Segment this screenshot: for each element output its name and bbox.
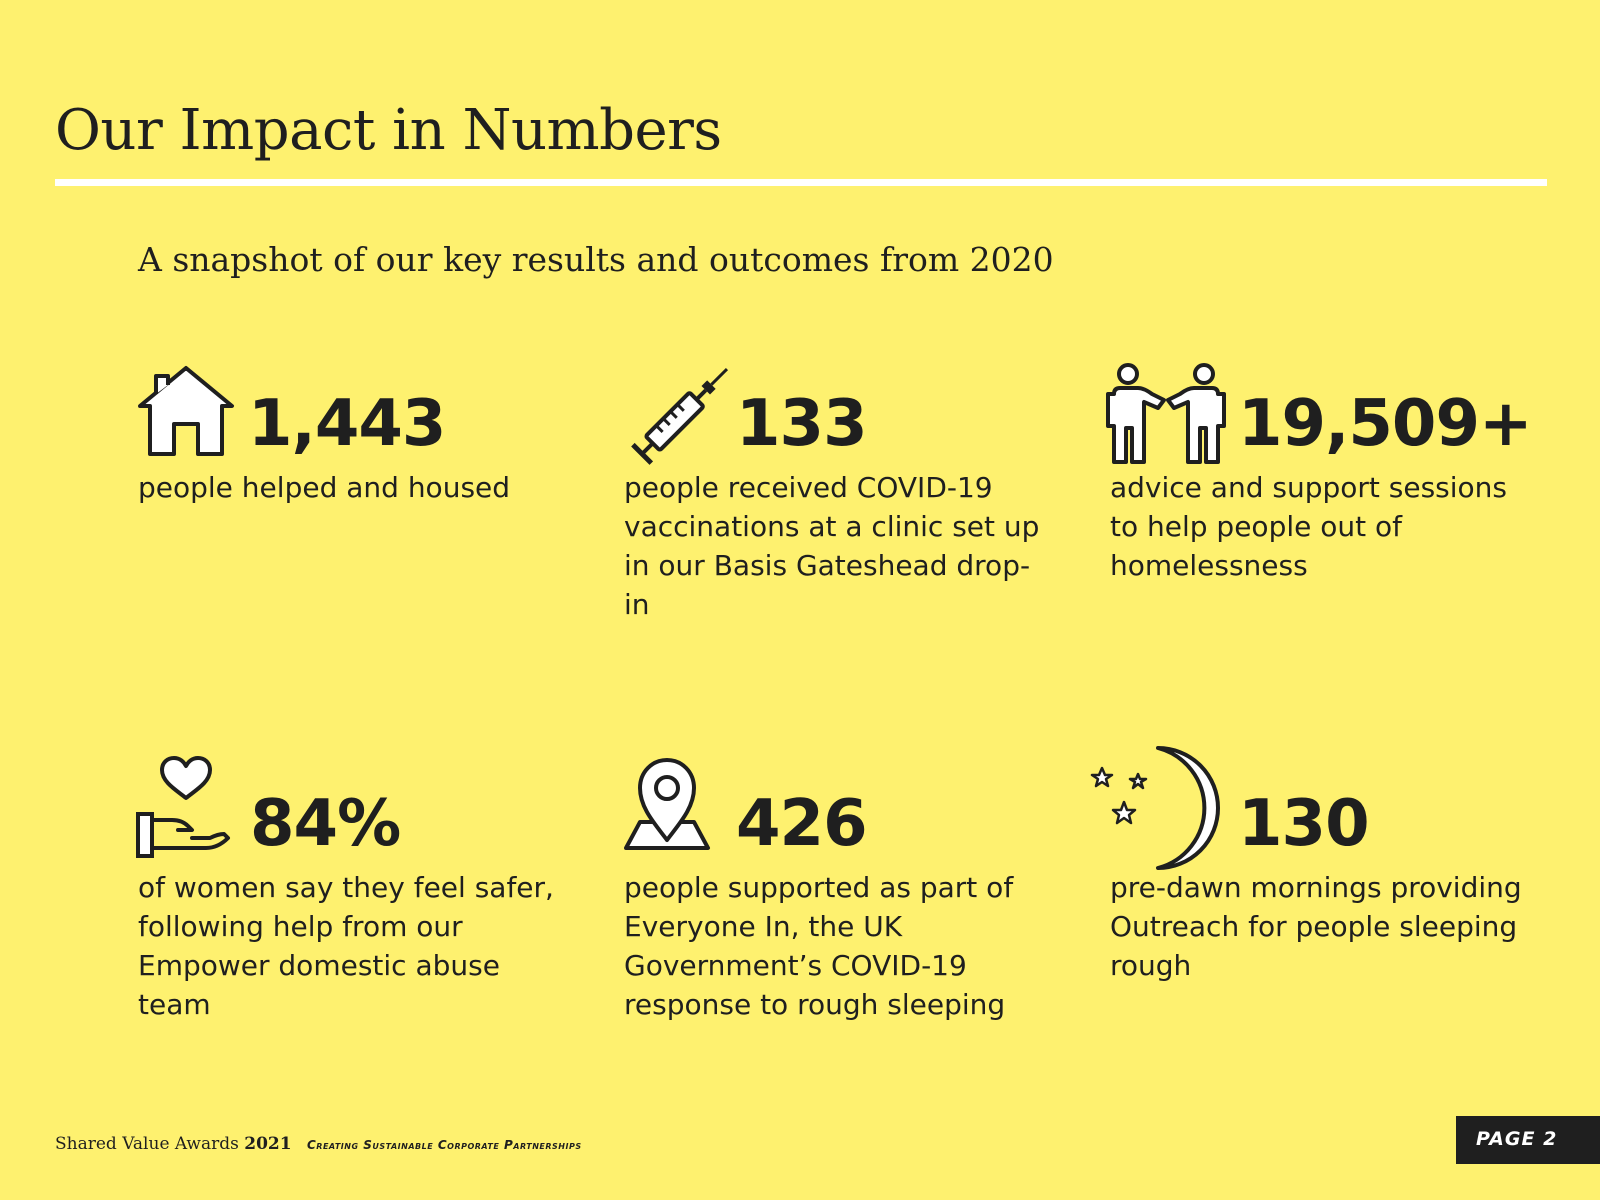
footer-publication-name: Shared Value Awards [55, 1134, 239, 1154]
footer-publication [55, 1134, 582, 1154]
stat-value: 130 [1238, 787, 1369, 861]
map-pin-icon [622, 752, 712, 852]
stat-description: of women say they feel safer, following help from our Empower domestic abuse team [138, 871, 554, 1021]
stat-value: 1,443 [248, 387, 446, 461]
page-subtitle: A snapshot of our key results and outcomes from 2020 [138, 240, 1054, 279]
stat-value: 84% [250, 787, 401, 861]
stat-value: 426 [736, 787, 867, 861]
title-divider [55, 179, 1547, 186]
heart-in-hand-icon [136, 754, 236, 864]
stat-value: 133 [736, 387, 867, 461]
page-number-badge [1456, 1116, 1600, 1164]
stat-description: advice and support sessions to help people out of homelessness [1110, 471, 1508, 582]
stat-description: people supported as part of Everyone In, the UK Government’s COVID-19 response to rough sleeping [624, 871, 1014, 1021]
handshake-people-icon [1104, 360, 1228, 470]
stat-description: pre-dawn mornings providing Outreach for people sleeping rough [1110, 871, 1522, 982]
stat-value: 19,509+ [1238, 387, 1532, 461]
stat-description: people received COVID-19 vaccinations at a clinic set up in our Basis Gateshead drop-in [624, 471, 1040, 621]
moon-stars-icon [1084, 744, 1234, 874]
footer-year: 2021 [244, 1134, 292, 1154]
house-icon [136, 364, 236, 464]
footer-tagline: Creating Sustainable Corporate Partnerships [306, 1138, 582, 1152]
syringe-icon [616, 350, 746, 480]
stat-description: people helped and housed [138, 471, 511, 504]
page-number-label: PAGE 2 [1476, 1128, 1558, 1150]
page-title: Our Impact in Numbers [55, 98, 722, 163]
